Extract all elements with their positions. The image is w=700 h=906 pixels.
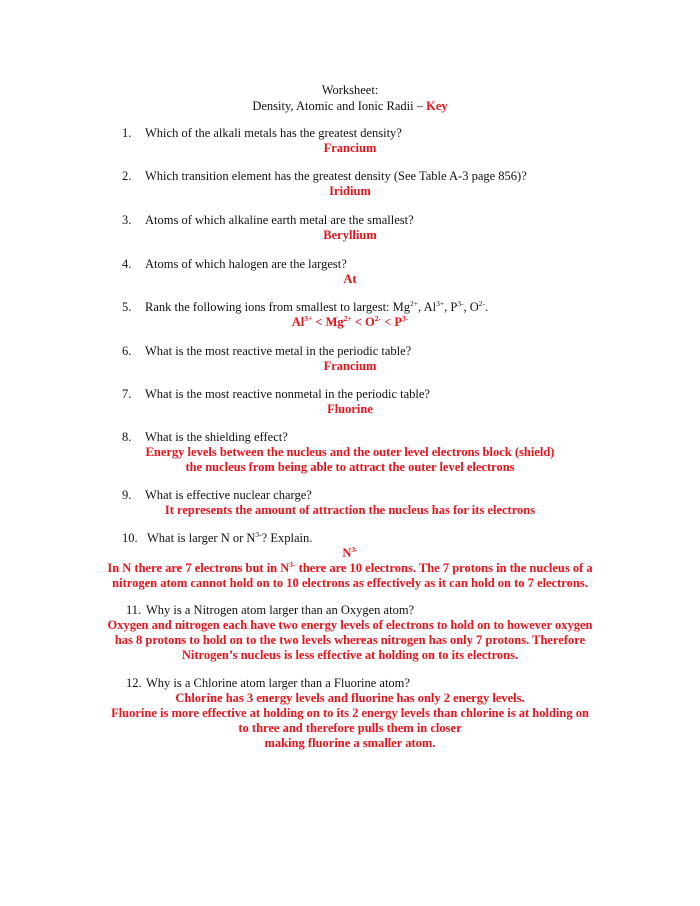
question-1 [0,126,700,156]
question-number: 4. [122,257,132,271]
question-number: 5. [122,300,132,314]
answer-line: Energy levels between the nucleus and the outer level electrons block (shield) [145,445,555,459]
question-2 [0,169,700,199]
header-line-2 [0,98,700,114]
question-text: Why is a Chlorine atom larger than a Fluorine atom? [146,676,410,690]
question-text: Atoms of which alkaline earth metal are the smallest? [145,213,414,227]
answer-line: making fluorine a smaller atom. [264,736,436,750]
answer-line: At [343,272,357,286]
answer-line: Iridium [329,184,371,198]
answer-line: to three and therefore pulls them in closer [238,721,462,735]
question-text: What is the most reactive metal in the periodic table? [145,344,412,358]
question-text: Atoms of which halogen are the largest? [145,257,347,271]
answer-line: It represents the amount of attraction the nucleus has for its electrons [164,503,536,517]
question-text: What is the shielding effect? [145,430,288,444]
answer-line: nitrogen atom cannot hold on to 10 electrons as effectively as it can hold on to 7 electrons. [112,576,588,590]
question-number: 1. [122,126,132,140]
question-number: 12. [126,676,142,690]
question-12 [0,676,700,751]
question-text: Rank the following ions from smallest to largest: $Mg^{2+}$, $Al^{3+}$, $P^{3-}$, $O^{2-}$. [145,298,489,314]
answer-line: In N there are 7 electrons but in $N^{3-}$ there are 10 electrons. The 7 protons in the nucleus of a [107,559,593,575]
answer-line: Fluorine is more effective at holding on to its 2 energy levels than chlorine is at holding on [111,706,589,720]
question-number: 10. [122,531,138,545]
answer-line: Oxygen and nitrogen each have two energy levels of electrons to hold on to however oxygen [107,618,593,632]
question-text: What is effective nuclear charge? [145,488,312,502]
question-5 [0,300,700,330]
header-title: Density, Atomic and Ionic Radii – [252,99,427,113]
question-number: 3. [122,213,132,227]
answer-line: Francium [323,141,377,155]
question-text: Which transition element has the greatest density (See Table A-3 page 856)? [145,169,527,183]
answer-line: $Al^{3+} < Mg^{2+} < O^{2-} < P^{3-}$ [291,313,409,329]
answer-line: Nitrogen’s nucleus is less effective at holding on to its electrons. [181,648,519,662]
answer-line: Chlorine has 3 energy levels and fluorine has only 2 energy levels. [175,691,525,705]
answer-line: the nucleus from being able to attract the outer level electrons [185,460,515,474]
question-3 [0,213,700,243]
answer-line: has 8 protons to hold on to the two levels whereas nitrogen has only 7 protons. Therefore [114,633,586,647]
question-number: 7. [122,387,132,401]
question-text: What is the most reactive nonmetal in the periodic table? [145,387,430,401]
question-text: What is larger N or $N^{3-}$? Explain. [147,529,313,545]
question-9 [0,488,700,518]
header-line-1: Worksheet: [321,83,379,97]
answer-head: $N^{3-}$ [342,544,358,560]
answer-line: Francium [323,359,377,373]
question-number: 2. [122,169,132,183]
question-text: Why is a Nitrogen atom larger than an Oxygen atom? [146,603,415,617]
question-number: 9. [122,488,132,502]
question-6 [0,344,700,374]
question-10 [0,531,700,591]
question-text: Which of the alkali metals has the greatest density? [145,126,402,140]
answer-line: Fluorine [327,402,373,416]
question-number: 11. [126,603,142,617]
header-key: Key [426,99,448,113]
question-4 [0,257,700,287]
answer-line: Beryllium [323,228,377,242]
question-number: 8. [122,430,132,444]
question-number: 6. [122,344,132,358]
question-11 [0,603,700,663]
question-7 [0,387,700,417]
worksheet-header [0,82,700,114]
question-8 [0,430,700,475]
